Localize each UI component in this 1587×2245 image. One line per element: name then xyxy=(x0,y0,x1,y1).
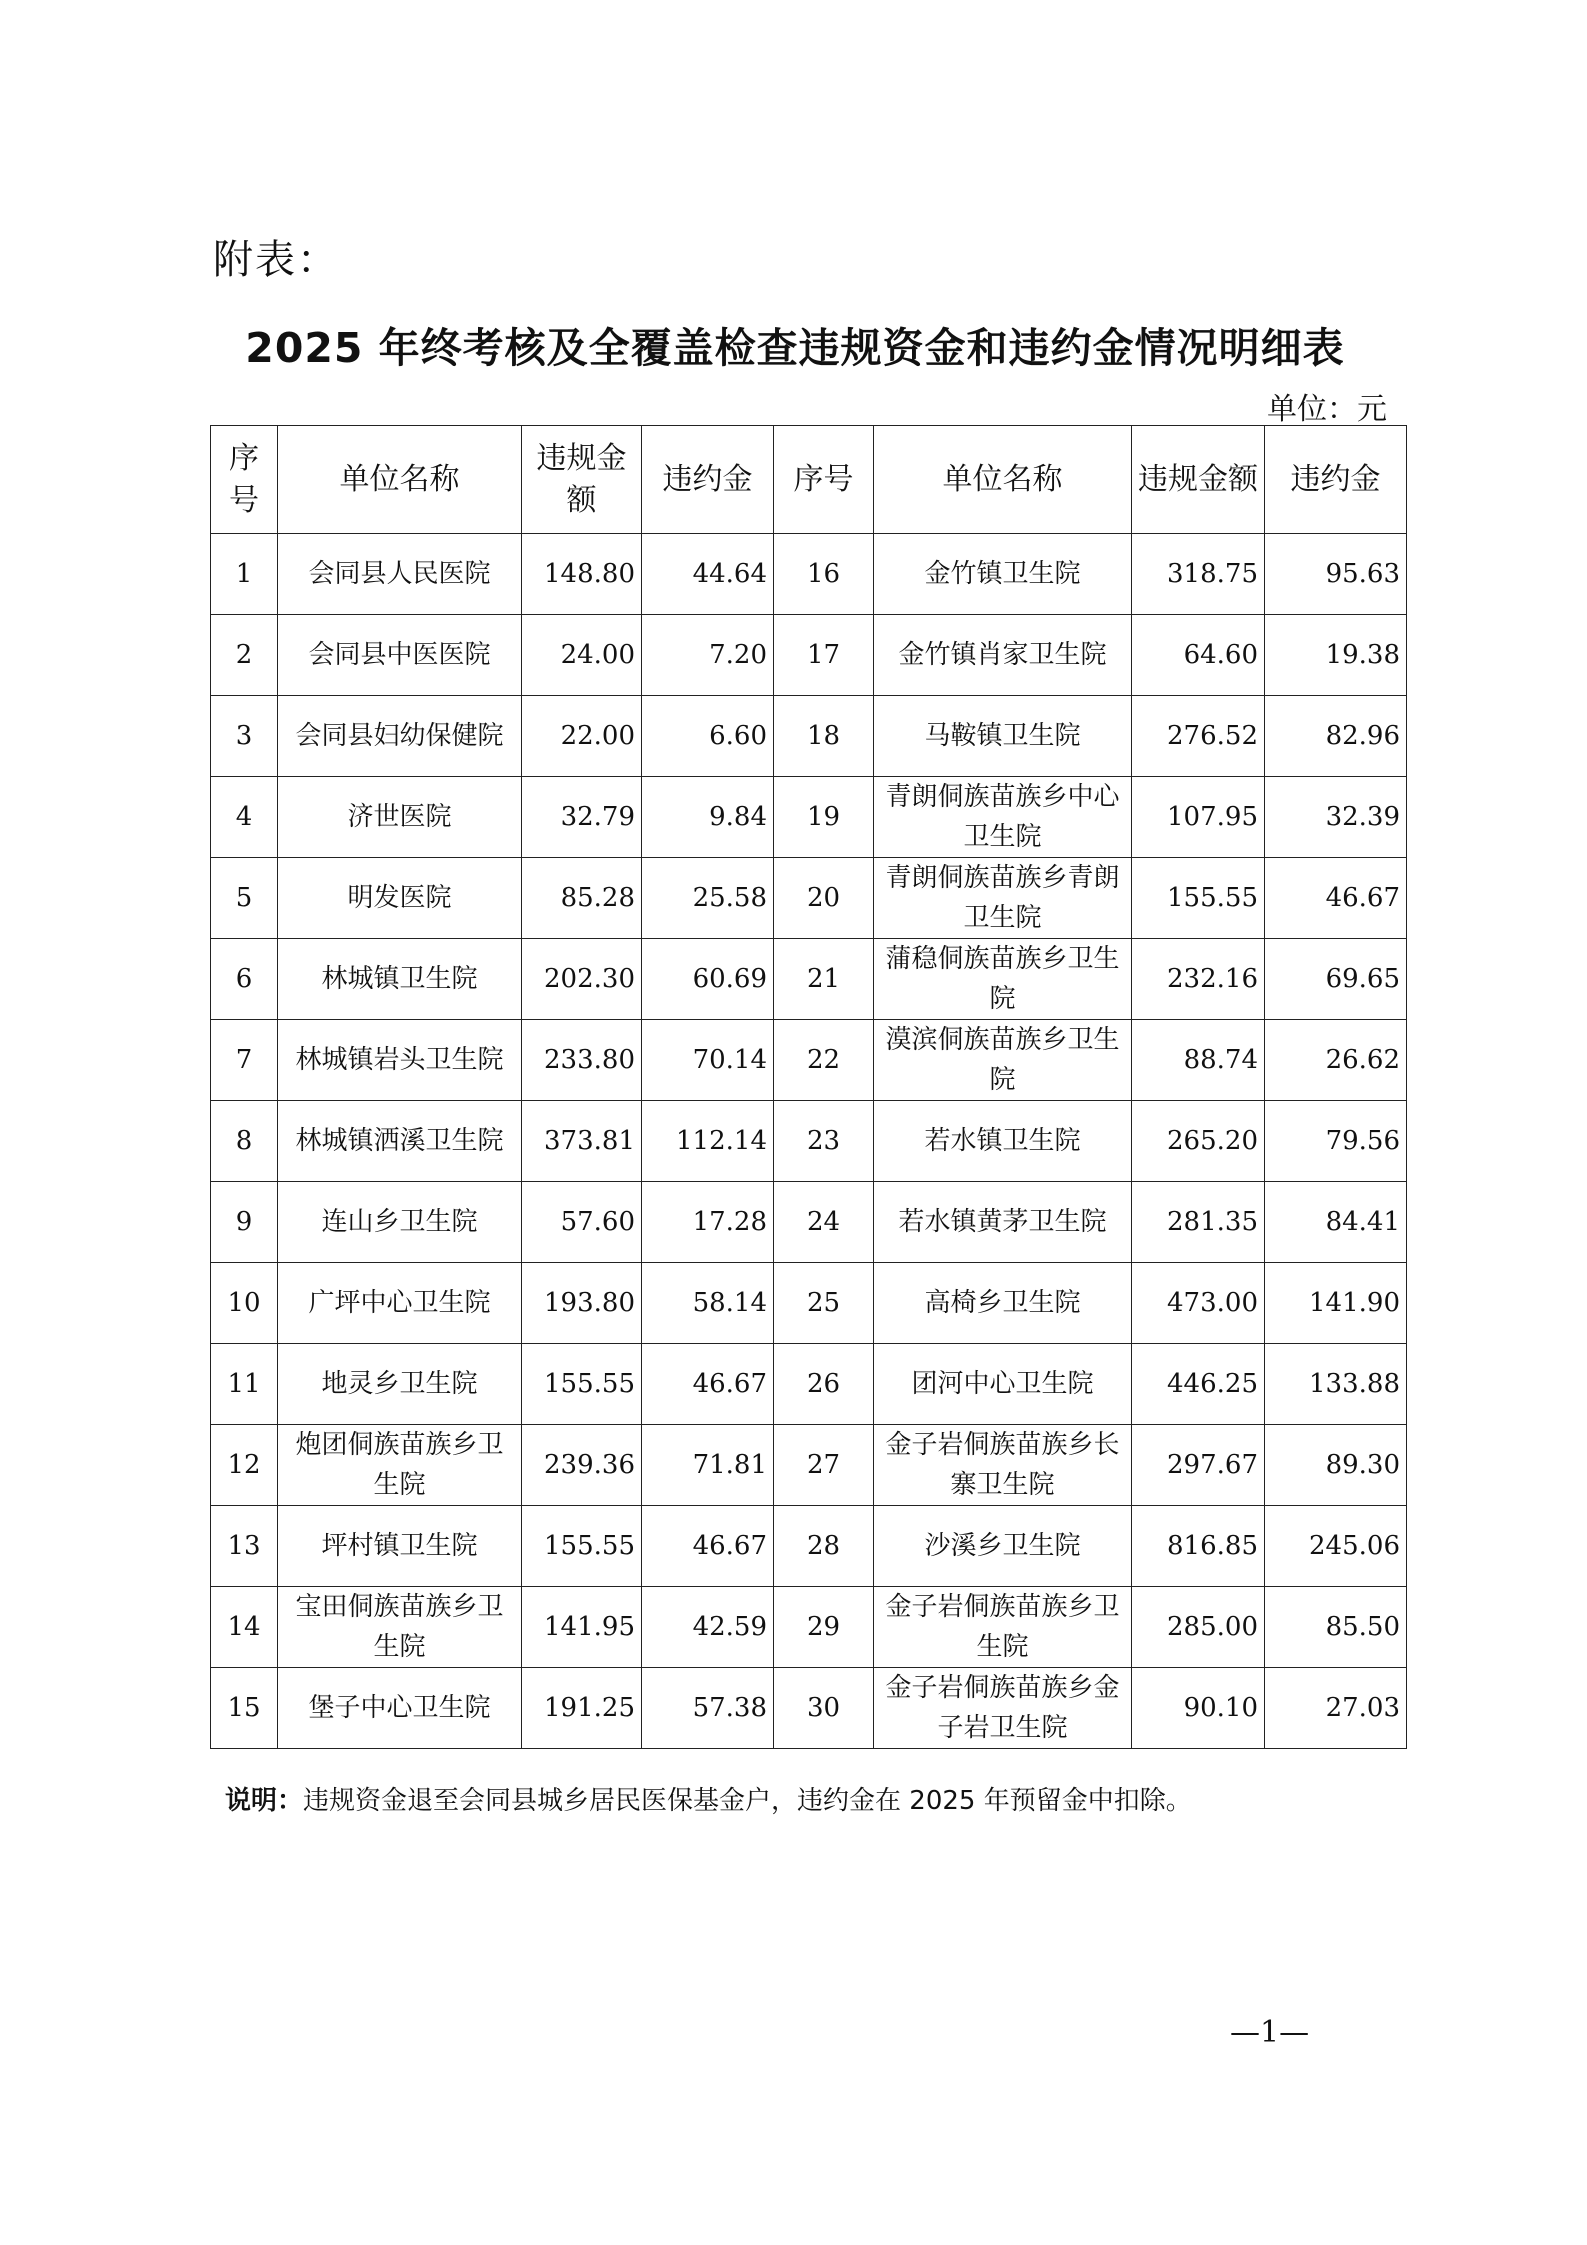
row-seq: 9 xyxy=(211,1182,278,1263)
unit-name: 坪村镇卫生院 xyxy=(278,1506,522,1587)
table-row xyxy=(211,1101,1407,1182)
violation-amount: 64.60 xyxy=(1132,615,1265,696)
column-header-penalty: 违约金 xyxy=(642,426,774,534)
table-row xyxy=(211,534,1407,615)
violation-amount: 318.75 xyxy=(1132,534,1265,615)
violation-amount: 232.16 xyxy=(1132,939,1265,1020)
penalty-amount: 85.50 xyxy=(1265,1587,1407,1668)
row-seq: 23 xyxy=(774,1101,874,1182)
row-seq: 28 xyxy=(774,1506,874,1587)
penalty-amount: 42.59 xyxy=(642,1587,774,1668)
violation-amount: 88.74 xyxy=(1132,1020,1265,1101)
unit-name: 宝田侗族苗族乡卫生院 xyxy=(278,1587,522,1668)
unit-name: 林城镇卫生院 xyxy=(278,939,522,1020)
column-header-name: 单位名称 xyxy=(278,426,522,534)
row-seq: 25 xyxy=(774,1263,874,1344)
row-seq: 22 xyxy=(774,1020,874,1101)
row-seq: 30 xyxy=(774,1668,874,1749)
unit-name: 沙溪乡卫生院 xyxy=(874,1506,1132,1587)
table-row xyxy=(211,1668,1407,1749)
unit-name: 金子岩侗族苗族乡金子岩卫生院 xyxy=(874,1668,1132,1749)
penalty-amount: 82.96 xyxy=(1265,696,1407,777)
column-header-penalty: 违约金 xyxy=(1265,426,1407,534)
violation-amount: 202.30 xyxy=(522,939,642,1020)
unit-name: 炮团侗族苗族乡卫生院 xyxy=(278,1425,522,1506)
violation-amount: 141.95 xyxy=(522,1587,642,1668)
violation-amount: 22.00 xyxy=(522,696,642,777)
unit-name: 堡子中心卫生院 xyxy=(278,1668,522,1749)
unit-name: 蒲稳侗族苗族乡卫生院 xyxy=(874,939,1132,1020)
column-header-seq: 序号 xyxy=(211,426,278,534)
penalty-amount: 44.64 xyxy=(642,534,774,615)
table-row xyxy=(211,1425,1407,1506)
table-row xyxy=(211,696,1407,777)
violation-amount: 265.20 xyxy=(1132,1101,1265,1182)
column-header-amount: 违规金额 xyxy=(1132,426,1265,534)
penalty-amount: 32.39 xyxy=(1265,777,1407,858)
row-seq: 18 xyxy=(774,696,874,777)
unit-name: 团河中心卫生院 xyxy=(874,1344,1132,1425)
document-title: 2025 年终考核及全覆盖检查违规资金和违约金情况明细表 xyxy=(245,324,1345,372)
penalty-amount: 6.60 xyxy=(642,696,774,777)
penalty-amount: 19.38 xyxy=(1265,615,1407,696)
row-seq: 16 xyxy=(774,534,874,615)
unit-name: 若水镇卫生院 xyxy=(874,1101,1132,1182)
row-seq: 2 xyxy=(211,615,278,696)
page-number: —1— xyxy=(1230,2015,1310,2050)
violation-amount: 155.55 xyxy=(1132,858,1265,939)
unit-name: 济世医院 xyxy=(278,777,522,858)
penalty-amount: 9.84 xyxy=(642,777,774,858)
penalty-amount: 46.67 xyxy=(1265,858,1407,939)
row-seq: 27 xyxy=(774,1425,874,1506)
violation-detail-table xyxy=(210,425,1407,1749)
unit-name: 青朗侗族苗族乡青朗卫生院 xyxy=(874,858,1132,939)
violation-amount: 193.80 xyxy=(522,1263,642,1344)
table-row xyxy=(211,1587,1407,1668)
penalty-amount: 69.65 xyxy=(1265,939,1407,1020)
unit-name: 若水镇黄茅卫生院 xyxy=(874,1182,1132,1263)
row-seq: 12 xyxy=(211,1425,278,1506)
row-seq: 17 xyxy=(774,615,874,696)
attachment-label: 附表： xyxy=(213,237,339,283)
table-row xyxy=(211,1344,1407,1425)
violation-amount: 816.85 xyxy=(1132,1506,1265,1587)
violation-amount: 233.80 xyxy=(522,1020,642,1101)
penalty-amount: 141.90 xyxy=(1265,1263,1407,1344)
unit-name: 金子岩侗族苗族乡长寨卫生院 xyxy=(874,1425,1132,1506)
column-header-amount: 违规金额 xyxy=(522,426,642,534)
penalty-amount: 70.14 xyxy=(642,1020,774,1101)
penalty-amount: 60.69 xyxy=(642,939,774,1020)
row-seq: 26 xyxy=(774,1344,874,1425)
penalty-amount: 89.30 xyxy=(1265,1425,1407,1506)
unit-name: 广坪中心卫生院 xyxy=(278,1263,522,1344)
violation-amount: 148.80 xyxy=(522,534,642,615)
penalty-amount: 112.14 xyxy=(642,1101,774,1182)
penalty-amount: 133.88 xyxy=(1265,1344,1407,1425)
table-row xyxy=(211,1263,1407,1344)
violation-amount: 239.36 xyxy=(522,1425,642,1506)
violation-amount: 107.95 xyxy=(1132,777,1265,858)
penalty-amount: 46.67 xyxy=(642,1344,774,1425)
table-body xyxy=(211,534,1407,1749)
penalty-amount: 17.28 xyxy=(642,1182,774,1263)
unit-name: 金子岩侗族苗族乡卫生院 xyxy=(874,1587,1132,1668)
row-seq: 8 xyxy=(211,1101,278,1182)
table-row xyxy=(211,777,1407,858)
penalty-amount: 71.81 xyxy=(642,1425,774,1506)
penalty-amount: 27.03 xyxy=(1265,1668,1407,1749)
violation-amount: 297.67 xyxy=(1132,1425,1265,1506)
unit-name: 金竹镇肖家卫生院 xyxy=(874,615,1132,696)
unit-name: 林城镇岩头卫生院 xyxy=(278,1020,522,1101)
row-seq: 3 xyxy=(211,696,278,777)
penalty-amount: 25.58 xyxy=(642,858,774,939)
violation-amount: 57.60 xyxy=(522,1182,642,1263)
unit-name: 青朗侗族苗族乡中心卫生院 xyxy=(874,777,1132,858)
row-seq: 21 xyxy=(774,939,874,1020)
row-seq: 11 xyxy=(211,1344,278,1425)
unit-name: 金竹镇卫生院 xyxy=(874,534,1132,615)
unit-name: 高椅乡卫生院 xyxy=(874,1263,1132,1344)
row-seq: 24 xyxy=(774,1182,874,1263)
violation-amount: 373.81 xyxy=(522,1101,642,1182)
violation-amount: 276.52 xyxy=(1132,696,1265,777)
violation-amount: 473.00 xyxy=(1132,1263,1265,1344)
unit-label: 单位：元 xyxy=(1267,392,1387,427)
table-header-row xyxy=(211,426,1407,534)
unit-name: 会同县妇幼保健院 xyxy=(278,696,522,777)
penalty-amount: 245.06 xyxy=(1265,1506,1407,1587)
unit-name: 连山乡卫生院 xyxy=(278,1182,522,1263)
table-row xyxy=(211,1020,1407,1101)
note-text: 违规资金退至会同县城乡居民医保基金户，违约金在 2025 年预留金中扣除。 xyxy=(303,1786,1192,1816)
unit-name: 地灵乡卫生院 xyxy=(278,1344,522,1425)
penalty-amount: 79.56 xyxy=(1265,1101,1407,1182)
row-seq: 29 xyxy=(774,1587,874,1668)
table-row xyxy=(211,1182,1407,1263)
violation-amount: 24.00 xyxy=(522,615,642,696)
unit-name: 明发医院 xyxy=(278,858,522,939)
violation-amount: 285.00 xyxy=(1132,1587,1265,1668)
row-seq: 7 xyxy=(211,1020,278,1101)
row-seq: 19 xyxy=(774,777,874,858)
penalty-amount: 84.41 xyxy=(1265,1182,1407,1263)
table-row xyxy=(211,1506,1407,1587)
unit-name: 会同县中医医院 xyxy=(278,615,522,696)
row-seq: 13 xyxy=(211,1506,278,1587)
penalty-amount: 57.38 xyxy=(642,1668,774,1749)
violation-amount: 155.55 xyxy=(522,1506,642,1587)
column-header-name: 单位名称 xyxy=(874,426,1132,534)
note-label: 说明： xyxy=(225,1786,304,1816)
table-row xyxy=(211,939,1407,1020)
penalty-amount: 7.20 xyxy=(642,615,774,696)
violation-amount: 32.79 xyxy=(522,777,642,858)
row-seq: 6 xyxy=(211,939,278,1020)
row-seq: 15 xyxy=(211,1668,278,1749)
column-header-seq: 序号 xyxy=(774,426,874,534)
penalty-amount: 58.14 xyxy=(642,1263,774,1344)
unit-name: 林城镇洒溪卫生院 xyxy=(278,1101,522,1182)
row-seq: 5 xyxy=(211,858,278,939)
violation-amount: 90.10 xyxy=(1132,1668,1265,1749)
row-seq: 4 xyxy=(211,777,278,858)
violation-amount: 191.25 xyxy=(522,1668,642,1749)
unit-name: 漠滨侗族苗族乡卫生院 xyxy=(874,1020,1132,1101)
row-seq: 14 xyxy=(211,1587,278,1668)
violation-amount: 281.35 xyxy=(1132,1182,1265,1263)
violation-amount: 155.55 xyxy=(522,1344,642,1425)
explanatory-note xyxy=(225,1780,1192,1817)
penalty-amount: 46.67 xyxy=(642,1506,774,1587)
row-seq: 1 xyxy=(211,534,278,615)
unit-name: 马鞍镇卫生院 xyxy=(874,696,1132,777)
violation-amount: 85.28 xyxy=(522,858,642,939)
table-row xyxy=(211,858,1407,939)
table-row xyxy=(211,615,1407,696)
unit-name: 会同县人民医院 xyxy=(278,534,522,615)
penalty-amount: 95.63 xyxy=(1265,534,1407,615)
row-seq: 20 xyxy=(774,858,874,939)
penalty-amount: 26.62 xyxy=(1265,1020,1407,1101)
row-seq: 10 xyxy=(211,1263,278,1344)
violation-amount: 446.25 xyxy=(1132,1344,1265,1425)
